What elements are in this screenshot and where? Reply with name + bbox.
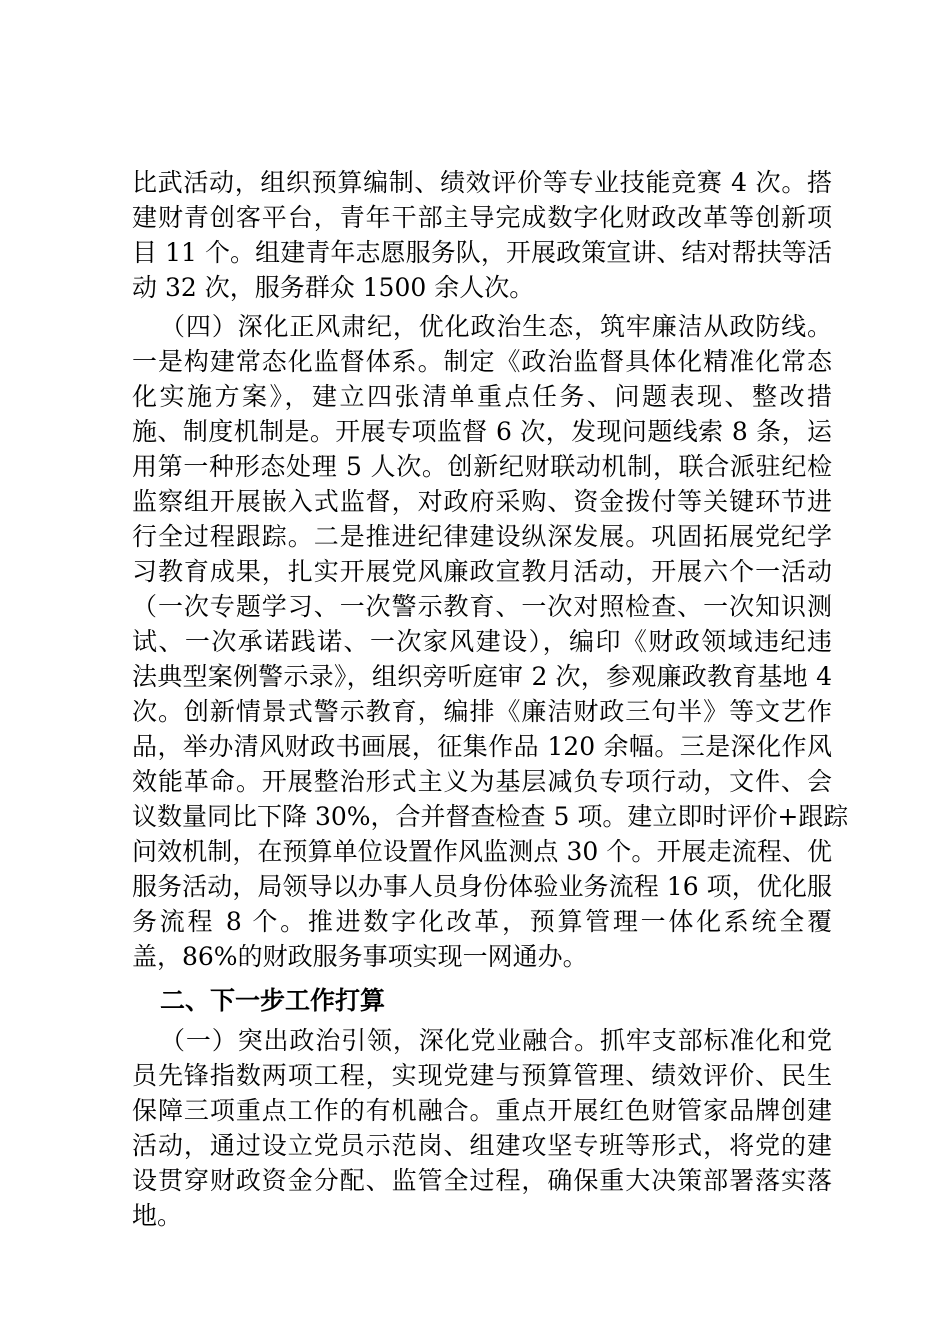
paragraph-2-line: 务流程 8 个。推进数字化改革，预算管理一体化系统全覆 (132, 907, 832, 936)
paragraph-2-line: 施、制度机制是。开展专项监督 6 次，发现问题线索 8 条，运 (132, 417, 832, 446)
paragraph-2-line: （四）深化正风肃纪，优化政治生态，筑牢廉洁从政防线。 (160, 312, 832, 341)
paragraph-2-line: 习教育成果，扎实开展党风廉政宣教月活动，开展六个一活动 (132, 557, 832, 586)
paragraph-3-line: 活动，通过设立党员示范岗、组建攻坚专班等形式，将党的建 (132, 1131, 832, 1160)
paragraph-2-line: 试、一次承诺践诺、一次家风建设），编印《财政领域违纪违 (132, 627, 832, 656)
paragraph-3-line: （一）突出政治引领，深化党业融合。抓牢支部标准化和党 (160, 1026, 832, 1055)
paragraph-1-line: 比武活动，组织预算编制、绩效评价等专业技能竞赛 4 次。搭 (132, 168, 832, 197)
paragraph-1-line: 建财青创客平台，青年干部主导完成数字化财政改革等创新项 (132, 203, 832, 232)
paragraph-2-line: 法典型案例警示录》，组织旁听庭审 2 次，参观廉政教育基地 4 (132, 662, 832, 691)
paragraph-2-line: 议数量同比下降 30%，合并督查检查 5 项。建立即时评价+跟踪 (132, 802, 849, 831)
paragraph-1-line: 动 32 次，服务群众 1500 余人次。 (132, 273, 535, 302)
paragraph-2-line: 品，举办清风财政书画展，征集作品 120 余幅。三是深化作风 (132, 732, 832, 761)
paragraph-2-line: 行全过程跟踪。二是推进纪律建设纵深发展。巩固拓展党纪学 (132, 522, 832, 551)
paragraph-2-line: 化实施方案》，建立四张清单重点任务、问题表现、整改措 (132, 382, 832, 411)
paragraph-2-line: 问效机制，在预算单位设置作风监测点 30 个。开展走流程、优 (132, 837, 832, 866)
paragraph-2-line: 一是构建常态化监督体系。制定《政治监督具体化精准化常态 (132, 347, 832, 376)
paragraph-3-line: 保障三项重点工作的有机融合。重点开展红色财管家品牌创建 (132, 1096, 832, 1125)
paragraph-3-line: 员先锋指数两项工程，实现党建与预算管理、绩效评价、民生 (132, 1061, 832, 1090)
paragraph-2-line: 监察组开展嵌入式监督，对政府采购、资金拨付等关键环节进 (132, 487, 832, 516)
paragraph-2-line: 盖，86%的财政服务事项实现一网通办。 (132, 942, 588, 971)
section-heading: 二、下一步工作打算 (160, 986, 386, 1015)
paragraph-2-line: 用第一种形态处理 5 人次。创新纪财联动机制，联合派驻纪检 (132, 452, 832, 481)
paragraph-2-line: 效能革命。开展整治形式主义为基层减负专项行动，文件、会 (132, 767, 832, 796)
paragraph-2-line: 服务活动，局领导以办事人员身份体验业务流程 16 项，优化服 (132, 872, 832, 901)
paragraph-1-line: 目 11 个。组建青年志愿服务队，开展政策宣讲、结对帮扶等活 (132, 238, 832, 267)
paragraph-3-line: 地。 (132, 1201, 183, 1230)
paragraph-2-line: 次。创新情景式警示教育，编排《廉洁财政三句半》等文艺作 (132, 697, 832, 726)
paragraph-2-line: （一次专题学习、一次警示教育、一次对照检查、一次知识测 (132, 592, 832, 621)
paragraph-3-line: 设贯穿财政资金分配、监管全过程，确保重大决策部署落实落 (132, 1166, 832, 1195)
